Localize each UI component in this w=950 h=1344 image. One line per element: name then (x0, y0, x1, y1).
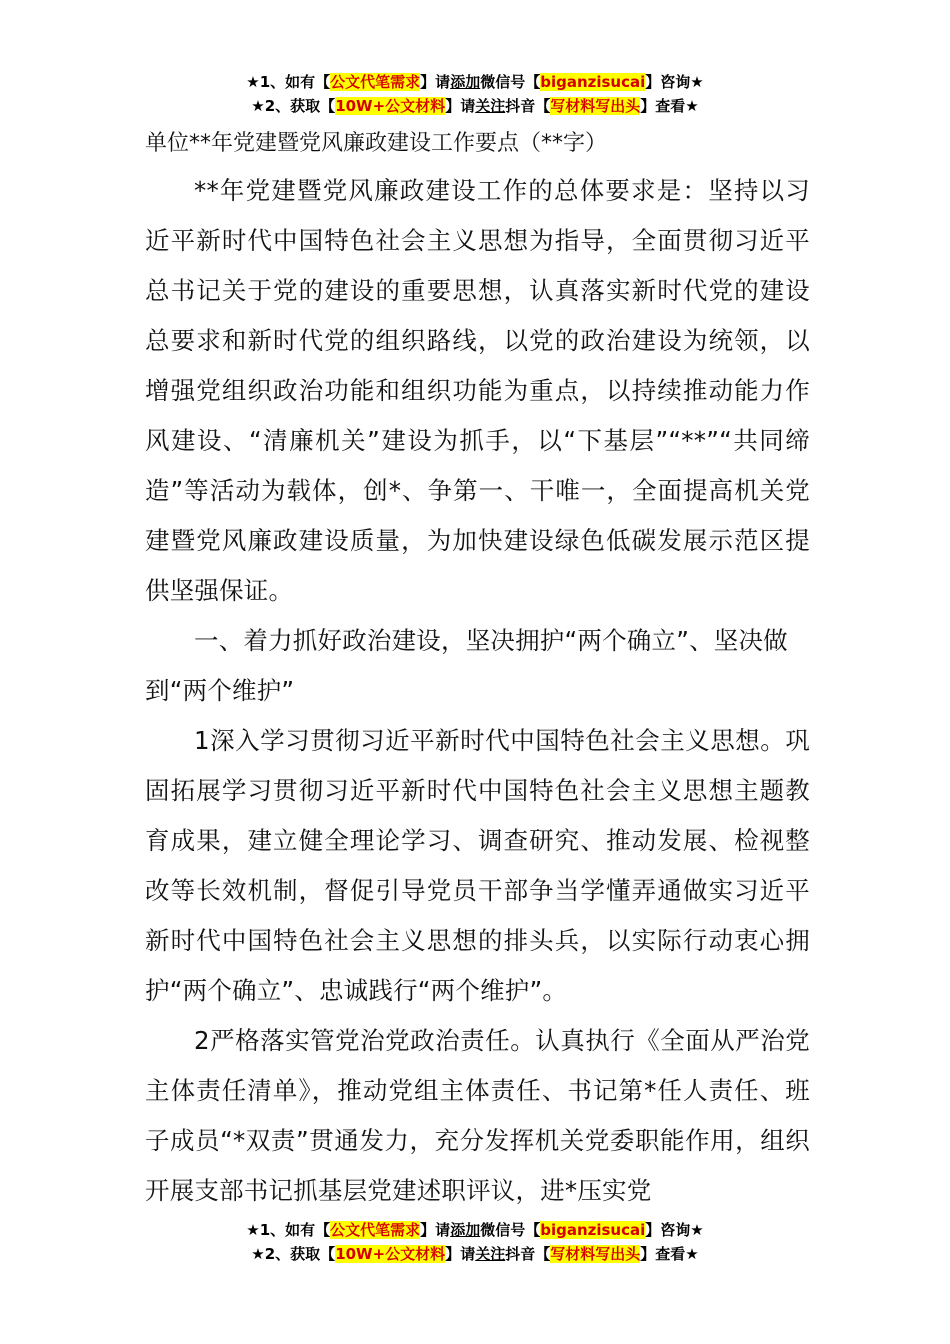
document-title: 单位**年党建暨党风廉政建设工作要点（**字） (145, 131, 608, 156)
intro-paragraph: **年党建暨党风廉政建设工作的总体要求是：坚持以习近平新时代中国特色社会主义思想为指导，全面贯彻习近平总书记关于党的建设的重要思想，认真落实新时代党的建设总要求和新时代党的组织路线，以党的政治建设为统领，以增强党组织政治功能和组织功能为重点，以持续推动能力作风建设、“清廉机关”建设为抓手，以“下基层”“**”“共同缔造”等活动为载体，创*、争第一、干唯一，全面提高机关党建暨党风廉政建设质量，为加快建设绿色低碳发展示范区提供坚强保证。 (145, 176, 810, 605)
document-body (145, 122, 810, 1216)
section-1-heading: 一、着力抓好政治建设，坚决拥护“两个确立”、坚决做到“两个维护” (145, 626, 788, 705)
promo-banner-bottom (0, 1218, 950, 1266)
promo-line-2: ★2、获取【10W+公文材料】请关注抖音【写材料写出头】查看★ (251, 1245, 699, 1263)
item-2-paragraph: 2严格落实管党治党政治责任。认真执行《全面从严治党主体责任清单》，推动党组主体责任、书记第*任人责任、班子成员“*双责”贯通发力，充分发挥机关党委职能作用，组织开展支部书记抓基层党建述职评议，进*压实党 (145, 1026, 810, 1205)
promo-line-1: ★1、如有【公文代笔需求】请添加微信号【biganzisucai】咨询★ (246, 1221, 704, 1239)
promo-line-2: ★2、获取【10W+公文材料】请关注抖音【写材料写出头】查看★ (251, 97, 699, 115)
promo-line-1: ★1、如有【公文代笔需求】请添加微信号【biganzisucai】咨询★ (246, 73, 704, 91)
promo-banner-top (0, 70, 950, 118)
item-1-paragraph: 1深入学习贯彻习近平新时代中国特色社会主义思想。巩固拓展学习贯彻习近平新时代中国特色社会主义思想主题教育成果，建立健全理论学习、调查研究、推动发展、检视整改等长效机制，督促引导党员干部争当学懂弄通做实习近平新时代中国特色社会主义思想的排头兵，以实际行动衷心拥护“两个确立”、忠诚践行“两个维护”。 (145, 726, 810, 1005)
